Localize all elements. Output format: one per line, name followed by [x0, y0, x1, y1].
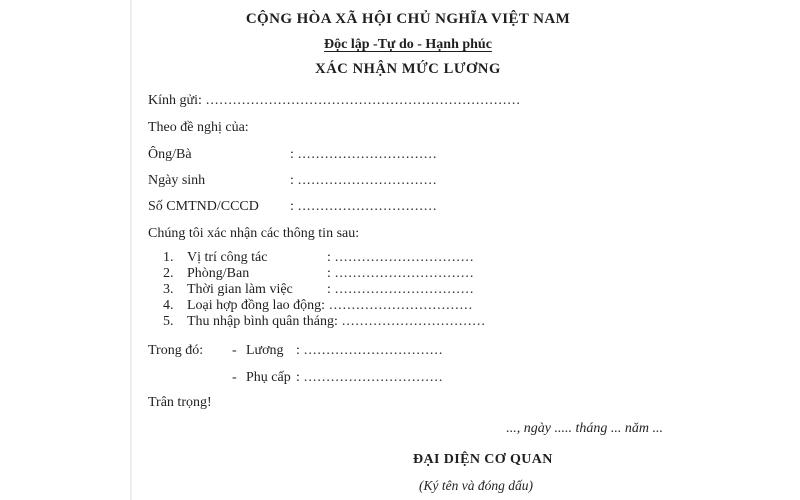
field-ong-ba	[148, 147, 437, 163]
luong-dash: -	[232, 343, 237, 358]
luong-fill-line: ...............................	[303, 343, 444, 358]
phu-cap-colon: :	[296, 370, 300, 385]
ngay-sinh-colon: :	[290, 173, 294, 188]
list-item-thu-nhap	[163, 314, 486, 330]
vi-tri-colon: :	[327, 250, 331, 265]
date-line: ..., ngày ..... tháng ... năm ...	[506, 421, 663, 436]
national-motto: Độc lập -Tự do - Hạnh phúc	[324, 37, 492, 52]
list-item-hop-dong	[163, 298, 473, 314]
field-ngay-sinh	[148, 173, 437, 189]
phong-ban-colon: :	[327, 266, 331, 281]
list-num-2: 2.	[163, 266, 174, 281]
vi-tri-fill-line: ...............................	[334, 250, 475, 265]
phong-ban-fill-line: ...............................	[334, 266, 475, 281]
list-item-phong-ban	[163, 266, 474, 282]
list-item-thoi-gian	[163, 282, 474, 298]
luong-label: Lương	[246, 343, 284, 358]
thoi-gian-fill-line: ...............................	[334, 282, 475, 297]
ong-ba-colon: :	[290, 147, 294, 162]
phong-ban-label: Phòng/Ban	[187, 266, 250, 281]
confirm-intro: Chúng tôi xác nhận các thông tin sau:	[148, 226, 360, 241]
list-num-3: 3.	[163, 282, 174, 297]
cmtnd-cccd-fill-line: ...............................	[297, 199, 438, 214]
ong-ba-label: Ông/Bà	[148, 147, 192, 162]
list-item-vi-tri	[163, 250, 474, 266]
cmtnd-cccd-colon: :	[290, 199, 294, 214]
ngay-sinh-label: Ngày sinh	[148, 173, 206, 188]
phu-cap-dash: -	[232, 370, 237, 385]
field-trong-do-phu-cap	[148, 370, 443, 386]
hop-dong-label: Loại hợp đồng lao động:	[187, 298, 326, 313]
document-title: XÁC NHẬN MỨC LƯƠNG	[315, 61, 501, 77]
thoi-gian-label: Thời gian làm việc	[187, 282, 293, 297]
cmtnd-cccd-label: Số CMTND/CCCD	[148, 199, 259, 214]
representative-title: ĐẠI DIỆN CƠ QUAN	[413, 452, 553, 467]
hop-dong-fill-line: ................................	[329, 298, 474, 313]
vi-tri-label: Vị trí công tác	[187, 250, 268, 265]
luong-colon: :	[296, 343, 300, 358]
trong-do-label: Trong đó:	[148, 343, 204, 358]
closing-text: Trân trọng!	[148, 395, 212, 410]
thu-nhap-fill-line: ................................	[341, 314, 486, 329]
thu-nhap-label: Thu nhập bình quân tháng:	[187, 314, 338, 329]
phu-cap-label: Phụ cấp	[246, 370, 291, 385]
kinh-gui-fill-line: ......................................................................	[205, 93, 521, 108]
field-theo-de-nghi: Theo đề nghị của:	[148, 120, 249, 135]
field-kinh-gui	[148, 93, 521, 109]
kinh-gui-label: Kính gửi:	[148, 93, 202, 108]
signature-note: (Ký tên và đóng dấu)	[419, 478, 533, 493]
list-num-5: 5.	[163, 314, 174, 329]
list-num-1: 1.	[163, 250, 174, 265]
field-trong-do-luong	[148, 343, 443, 359]
ong-ba-fill-line: ...............................	[297, 147, 438, 162]
list-num-4: 4.	[163, 298, 174, 313]
thoi-gian-colon: :	[327, 282, 331, 297]
ngay-sinh-fill-line: ...............................	[297, 173, 438, 188]
national-title: CỘNG HÒA XÃ HỘI CHỦ NGHĨA VIỆT NAM	[245, 11, 571, 27]
field-cmtnd-cccd	[148, 199, 437, 215]
phu-cap-fill-line: ...............................	[303, 370, 444, 385]
